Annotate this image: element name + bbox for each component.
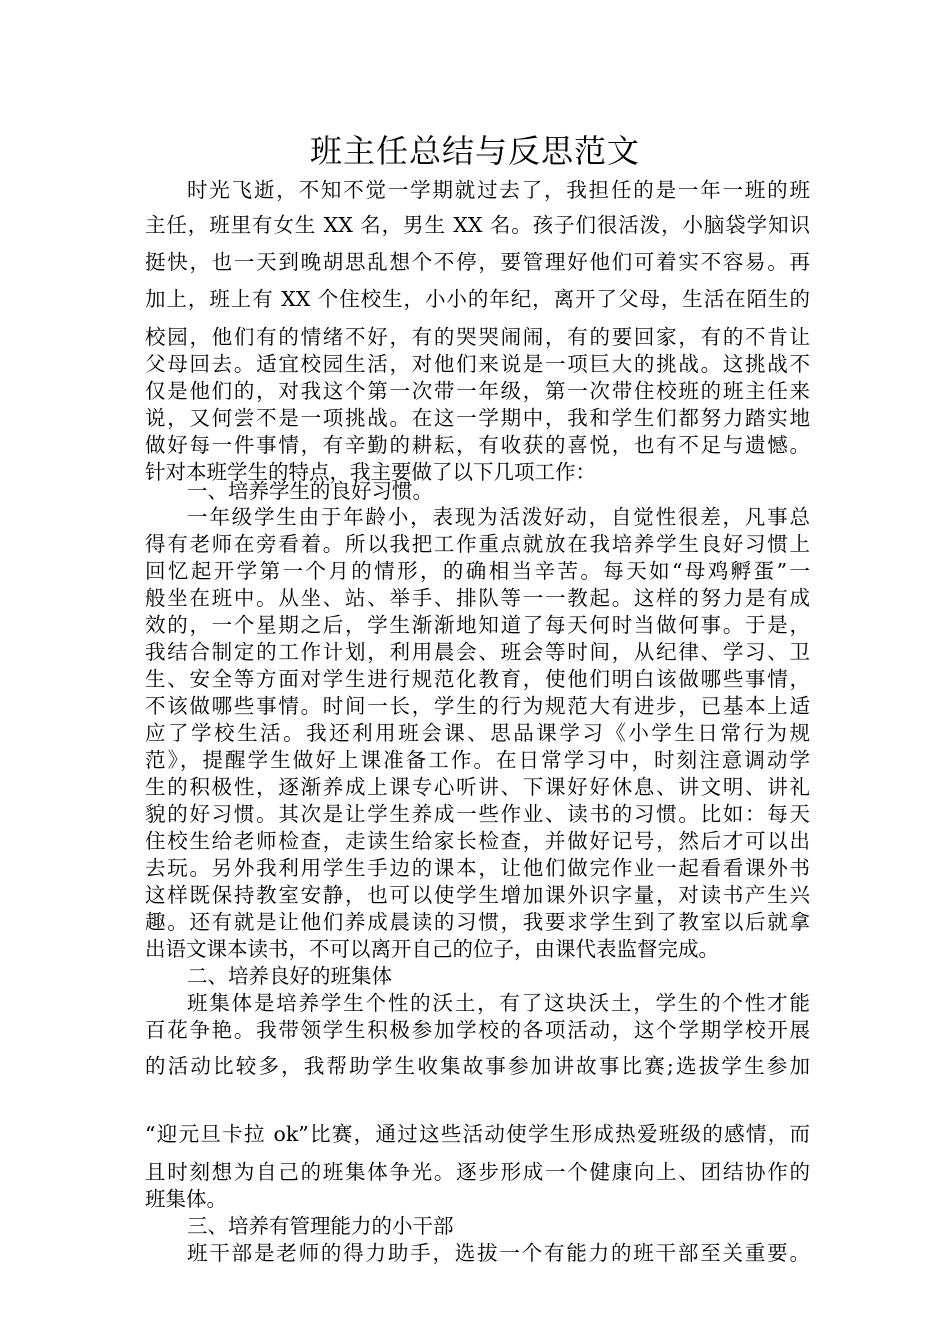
section-heading-1: 一、培养学生的良好习惯。 bbox=[187, 479, 433, 503]
paragraph-line: 做好每一件事情，有辛勤的耕耘，有收获的喜悦，也有不足与遗憾。 bbox=[145, 433, 810, 457]
paragraph-line: 挺快，也一天到晚胡思乱想个不停，要管理好他们可着实不容易。再 bbox=[145, 250, 810, 274]
paragraph-line: 去玩。另外我利用学生手边的课本，让他们做完作业一起看看课外书 bbox=[145, 856, 810, 880]
paragraph-line: 主任，班里有女生 XX 名，男生 XX 名。孩子们很活泼，小脑袋学知识 bbox=[145, 213, 810, 237]
paragraph-line: 针对本班学生的特点，我主要做了以下几项工作： bbox=[145, 460, 596, 484]
paragraph-line: 效的，一个星期之后，学生渐渐地知道了每天何时当做何事。于是， bbox=[145, 613, 810, 637]
section-heading-2: 二、培养良好的班集体 bbox=[187, 964, 392, 988]
paragraph-line: 趣。还有就是让他们养成晨读的习惯，我要求学生到了教室以后就拿 bbox=[145, 910, 810, 934]
paragraph-line: 住校生给老师检查，走读生给家长检查，并做好记号，然后才可以出 bbox=[145, 829, 810, 853]
paragraph-line: 一年级学生由于年龄小，表现为活泼好动，自觉性很差，凡事总 bbox=[187, 505, 810, 529]
paragraph-line: 这样既保持教室安静，也可以使学生增加课外识字量，对读书产生兴 bbox=[145, 883, 810, 907]
paragraph-line: 生的积极性，逐渐养成上课专心听讲、下课好好休息、讲文明、讲礼 bbox=[145, 775, 810, 799]
paragraph-line: 我结合制定的工作计划，利用晨会、班会等时间，从纪律、学习、卫 bbox=[145, 640, 810, 664]
paragraph-line: 貌的好习惯。其次是让学生养成一些作业、读书的习惯。比如：每天 bbox=[145, 802, 810, 826]
paragraph-line: 出语文课本读书，不可以离开自己的位子，由课代表监督完成。 bbox=[145, 937, 719, 961]
paragraph-line: 百花争艳。我带领学生积极参加学校的各项活动，这个学期学校开展 bbox=[145, 1018, 810, 1042]
paragraph-line: 班集体。 bbox=[145, 1187, 227, 1211]
paragraph-line: 校园，他们有的情绪不好，有的哭哭闹闹，有的要回家，有的不肯让 bbox=[145, 325, 810, 349]
paragraph-line: 范》，提醒学生做好上课准备工作。在日常学习中，时刻注意调动学 bbox=[145, 748, 810, 772]
paragraph-line: 时光飞逝，不知不觉一学期就过去了，我担任的是一年一班的班 bbox=[187, 178, 810, 202]
paragraph-line: 的活动比较多，我帮助学生收集故事参加讲故事比赛;选拔学生参加 bbox=[145, 1054, 810, 1078]
paragraph-line: 班干部是老师的得力助手，选拔一个有能力的班干部至关重要。 bbox=[187, 1241, 810, 1265]
paragraph-line: 般坐在班中。从坐、站、举手、排队等一一教起。这样的努力是有成 bbox=[145, 586, 810, 610]
paragraph-line: 应了学校生活。我还利用班会课、思品课学习《小学生日常行为规 bbox=[145, 721, 810, 745]
paragraph-line: 班集体是培养学生个性的沃土，有了这块沃土，学生的个性才能 bbox=[187, 991, 810, 1015]
paragraph-line: 说，又何尝不是一项挑战。在这一学期中，我和学生们都努力踏实地 bbox=[145, 406, 810, 430]
paragraph-line: 且时刻想为自己的班集体争光。逐步形成一个健康向上、团结协作的 bbox=[145, 1160, 810, 1184]
paragraph-line: 生、安全等方面对学生进行规范化教育，使他们明白该做哪些事情， bbox=[145, 667, 810, 691]
paragraph-line: 得有老师在旁看着。所以我把工作重点就放在我培养学生良好习惯上 bbox=[145, 532, 810, 556]
section-heading-3: 三、培养有管理能力的小干部 bbox=[187, 1214, 454, 1238]
paragraph-line: 回忆起开学第一个月的情形，的确相当辛苦。每天如“母鸡孵蛋”一 bbox=[145, 559, 810, 583]
paragraph-line: 加上，班上有 XX 个住校生，小小的年纪，离开了父母，生活在陌生的 bbox=[145, 287, 810, 311]
document-title: 班主任总结与反思范文 bbox=[309, 132, 640, 170]
paragraph-line: 仅是他们的，对我这个第一次带一年级，第一次带住校班的班主任来 bbox=[145, 379, 810, 403]
paragraph-line: 不该做哪些事情。时间一长，学生的行为规范大有进步，已基本上适 bbox=[145, 694, 810, 718]
paragraph-line: 父母回去。适宜校园生活，对他们来说是一项巨大的挑战。这挑战不 bbox=[145, 352, 810, 376]
paragraph-line: “迎元旦卡拉 ok”比赛，通过这些活动使学生形成热爱班级的感情，而 bbox=[145, 1122, 810, 1146]
